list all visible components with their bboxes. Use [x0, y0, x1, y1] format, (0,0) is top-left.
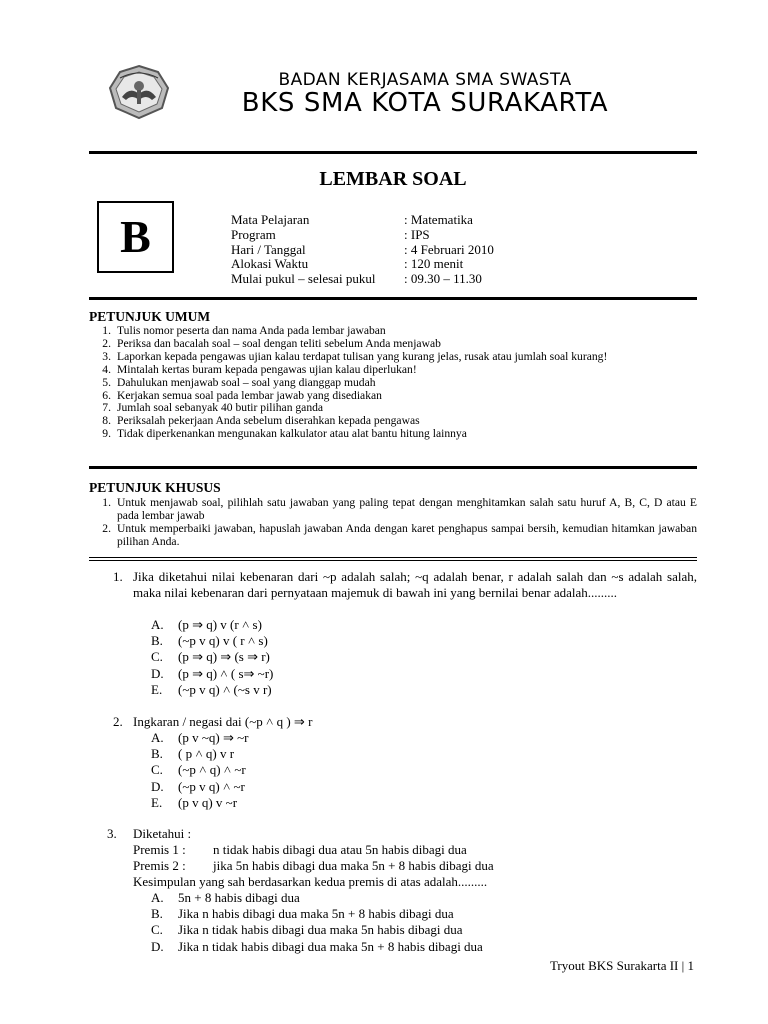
- list-item-number: 1.: [102, 496, 111, 509]
- option-text: (p ⇒ q) v (r ˄ s): [178, 617, 262, 632]
- organization-city-name: BKS SMA KOTA SURAKARTA: [241, 88, 609, 118]
- info-label: Mulai pukul – selesai pukul: [231, 271, 376, 287]
- list-item-text: Jumlah soal sebanyak 40 butir pilihan ganda: [117, 401, 324, 415]
- info-row: [231, 228, 494, 243]
- option-letter: D.: [151, 665, 164, 681]
- option-text: Jika n tidak habis dibagi dua maka 5n habis dibagi dua: [178, 922, 463, 938]
- option-text: (p ⇒ q) ⇒ (s ⇒ r): [178, 649, 270, 665]
- option-letter: B.: [151, 746, 163, 762]
- info-value: : IPS: [404, 226, 430, 242]
- answer-option: [151, 779, 248, 795]
- option-text: (p ⇒ q) ˄ ( s⇒ ~r): [178, 665, 274, 681]
- question-3-options: [151, 890, 483, 955]
- option-letter: A.: [151, 730, 164, 745]
- question-3-conclusion: Kesimpulan yang sah berdasarkan kedua premis di atas adalah.........: [133, 874, 488, 889]
- option-text: (p v q) v ~r: [178, 794, 238, 810]
- info-value: : 4 Februari 2010: [404, 241, 494, 257]
- list-item-number: 4.: [102, 362, 111, 376]
- answer-option: [151, 762, 248, 778]
- organization-name: BADAN KERJASAMA SMA SWASTA: [278, 70, 572, 90]
- info-row: [231, 272, 494, 287]
- list-item-number: 2.: [102, 336, 111, 350]
- answer-option: [151, 633, 273, 649]
- answer-option: [151, 682, 273, 698]
- option-text: (~p v q) v ( r ˄ s): [178, 633, 268, 649]
- option-letter: E.: [151, 681, 163, 697]
- question-1-options: [151, 617, 273, 698]
- question-2-number: 2.: [113, 714, 123, 729]
- answer-option: [151, 617, 273, 633]
- option-letter: A.: [151, 617, 164, 632]
- info-divider: [89, 297, 697, 300]
- answer-option: [151, 730, 248, 746]
- page-title: LEMBAR SOAL: [319, 168, 467, 190]
- list-item-number: 3.: [102, 349, 111, 363]
- info-row: [231, 213, 494, 228]
- info-label: Alokasi Waktu: [231, 256, 309, 272]
- list-item: [89, 351, 697, 364]
- option-text: (p v ~q) ⇒ ~r: [178, 730, 249, 745]
- list-item: [89, 338, 697, 351]
- list-item: [89, 377, 697, 390]
- option-letter: C.: [151, 762, 163, 778]
- list-item-number: 9.: [102, 427, 111, 441]
- option-text: Jika n tidak habis dibagi dua maka 5n + 8 habis dibagi dua: [178, 938, 483, 954]
- list-item-number: 1.: [102, 324, 111, 337]
- list-item: [89, 325, 697, 338]
- answer-option: [151, 746, 248, 762]
- list-item: [89, 364, 697, 377]
- option-text: ( p ˄ q) v r: [178, 746, 235, 762]
- list-item-text: Untuk menjawab soal, pilihlah satu jawaban yang paling tepat dengan menghitamkan salah satu huruf A, B, C, D atau E pada lembar jawab: [117, 496, 697, 522]
- list-item-text: Tidak diperkenankan mengunakan kalkulator atau alat bantu hitung lainnya: [117, 427, 467, 441]
- premis-2-text: jika 5n habis dibagi dua maka 5n + 8 habis dibagi dua: [213, 858, 494, 873]
- list-item-text: Mintalah kertas buram kepada pengawas ujian kalau diperlukan!: [117, 362, 417, 376]
- premis-2-label: Premis 2 :: [133, 858, 186, 873]
- list-item-text: Laporkan kepada pengawas ujian kalau terdapat tulisan yang kurang jelas, rusak atau jumlah soal kurang!: [117, 349, 608, 363]
- header-divider: [89, 151, 697, 154]
- petunjuk-khusus-heading: PETUNJUK KHUSUS: [89, 480, 221, 495]
- question-2-options: [151, 730, 248, 811]
- list-item-text: Dahulukan menjawab soal – soal yang dianggap mudah: [117, 375, 376, 389]
- list-item-number: 7.: [102, 401, 111, 415]
- option-letter: E.: [151, 794, 163, 810]
- exam-info-table: [231, 213, 494, 287]
- option-text: 5n + 8 habis dibagi dua: [178, 890, 300, 905]
- list-item: [89, 428, 697, 441]
- info-row: [231, 243, 494, 258]
- info-label: Program: [231, 226, 276, 242]
- list-item-text: Tulis nomor peserta dan nama Anda pada lembar jawaban: [117, 324, 386, 337]
- question-1-text: Jika diketahui nilai kebenaran dari ~p adalah salah; ~q adalah benar, r adalah salah dan ~s adalah salah, maka nilai kebenaran dari pernyataan majemuk di bawah ini yang bernilai benar adalah.........: [133, 569, 697, 601]
- list-item-text: Periksalah pekerjaan Anda sebelum diserahkan kepada pengawas: [117, 414, 420, 428]
- question-3-number: 3.: [107, 826, 117, 841]
- premis-1-text: n tidak habis dibagi dua atau 5n habis dibagi dua: [213, 842, 467, 857]
- list-item-number: 5.: [102, 375, 111, 389]
- info-row: [231, 257, 494, 272]
- answer-option: [151, 795, 248, 811]
- list-item-number: 6.: [102, 388, 111, 402]
- tut-wuri-handayani-emblem-icon: [108, 64, 170, 120]
- question-1-number: 1.: [113, 569, 123, 584]
- list-item-text: Kerjakan semua soal pada lembar jawab yang disediakan: [117, 388, 382, 402]
- question-3-text: Diketahui :: [133, 826, 192, 841]
- list-item: [89, 523, 697, 549]
- double-divider-top: [89, 557, 697, 558]
- option-letter: B.: [151, 906, 163, 922]
- answer-option: [151, 922, 483, 938]
- info-label: Hari / Tanggal: [231, 241, 306, 257]
- answer-option: [151, 890, 483, 906]
- answer-option: [151, 939, 483, 955]
- answer-option: [151, 666, 273, 682]
- list-item-number: 8.: [102, 414, 111, 428]
- list-item-number: 2.: [102, 521, 111, 535]
- info-value: : Matematika: [404, 212, 473, 227]
- info-value: : 120 menit: [404, 256, 464, 272]
- option-text: Jika n habis dibagi dua maka 5n + 8 habis dibagi dua: [178, 906, 454, 922]
- package-letter-box: B: [97, 201, 174, 273]
- option-text: (~p ˄ q) ˄ ~r: [178, 762, 246, 778]
- option-letter: C.: [151, 649, 163, 665]
- premis-1-label: Premis 1 :: [133, 842, 186, 857]
- answer-option: [151, 906, 483, 922]
- option-letter: D.: [151, 938, 164, 954]
- list-item-text: Periksa dan bacalah soal – soal dengan teliti sebelum Anda menjawab: [117, 336, 441, 350]
- list-item: [89, 497, 697, 523]
- option-text: (~p v q) ˄ (~s v r): [178, 681, 272, 697]
- page-footer: Tryout BKS Surakarta II | 1: [549, 958, 694, 973]
- info-value: : 09.30 – 11.30: [404, 271, 482, 287]
- petunjuk-khusus-list: [89, 497, 697, 549]
- answer-option: [151, 649, 273, 665]
- section-divider: [89, 466, 697, 469]
- question-2-text: Ingkaran / negasi dai (~p ˄ q ) ⇒ r: [133, 714, 313, 729]
- option-letter: C.: [151, 922, 163, 938]
- petunjuk-umum-heading: PETUNJUK UMUM: [89, 309, 211, 324]
- info-label: Mata Pelajaran: [231, 212, 310, 227]
- list-item-text: Untuk memperbaiki jawaban, hapuslah jawaban Anda dengan karet penghapus sampai bersih, kemudian hitamkan jawaban pilihan Anda.: [117, 521, 697, 548]
- double-divider-bottom: [89, 560, 697, 561]
- petunjuk-umum-list: [89, 325, 697, 441]
- option-text: (~p v q) ˄ ~r: [178, 778, 245, 794]
- option-letter: A.: [151, 890, 164, 905]
- option-letter: B.: [151, 633, 163, 649]
- option-letter: D.: [151, 778, 164, 794]
